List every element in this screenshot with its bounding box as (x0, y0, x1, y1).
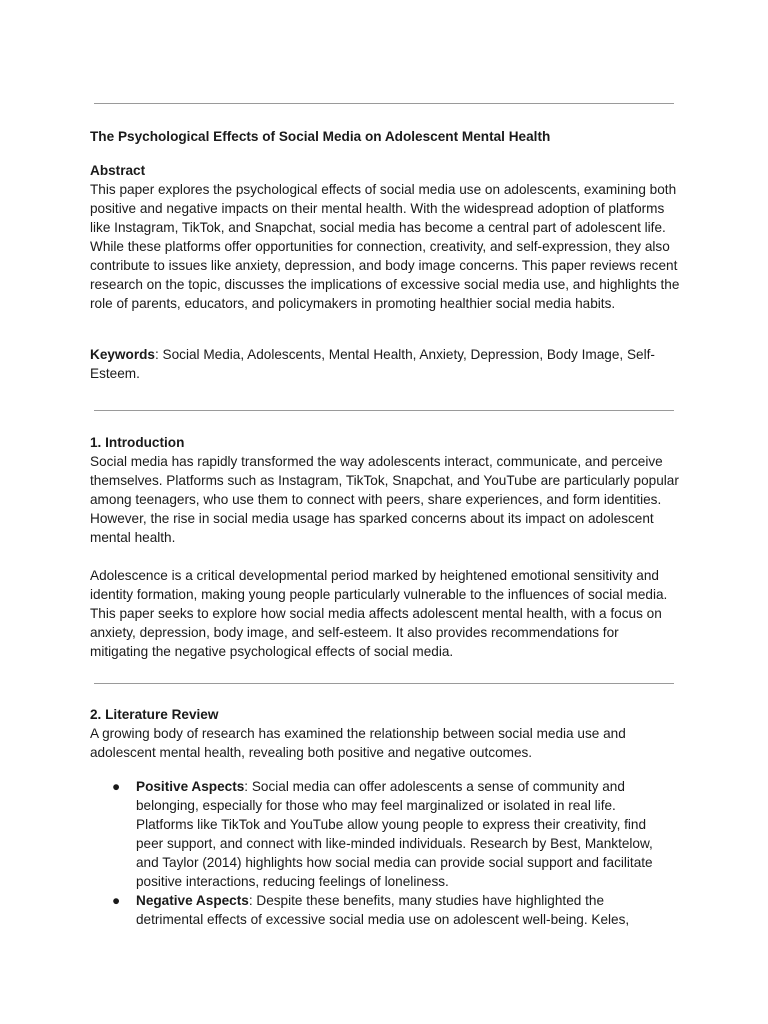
literature-review-list (90, 777, 670, 929)
keywords-section (90, 345, 680, 383)
divider (94, 683, 674, 684)
introduction-paragraph: Social media has rapidly transformed the way adolescents interact, communicate, and perceive themselves. Platforms such as Instagram, TikTok, Snapchat, and YouTube are particularly popular among teenagers, who use them to connect with peers, share experiences, and form identities. However, the rise in social media usage has sparked concerns about its impact on adolescent mental health. (90, 454, 679, 545)
list-item-label: Negative Aspects (136, 893, 249, 908)
literature-review-heading: 2. Literature Review (90, 707, 219, 722)
introduction-heading: 1. Introduction (90, 435, 185, 450)
keywords-text: : Social Media, Adolescents, Mental Health, Anxiety, Depression, Body Image, Self-Esteem. (90, 347, 655, 381)
literature-review-section (90, 705, 680, 762)
literature-review-intro: A growing body of research has examined the relationship between social media use and adolescent mental health, revealing both positive and negative outcomes. (90, 726, 626, 760)
divider (94, 103, 674, 104)
keywords-label: Keywords (90, 347, 155, 362)
keywords-line (90, 345, 680, 383)
introduction-section (90, 433, 680, 661)
bullet-icon: ● (112, 779, 121, 794)
title-block (90, 127, 680, 146)
list-item-text: : Social media can offer adolescents a sense of community and belonging, especially for those who may feel marginalized or isolated in real life. Platforms like TikTok and YouTube allow young people to express their creativity, find peer support, and connect with like-minded individuals. Research by Best, Manktelow, and Taylor (2014) highlights how social media can provide social support and facilitate positive interactions, reducing feelings of loneliness. (136, 779, 653, 889)
abstract-section (90, 161, 680, 313)
list-item-text: : Despite these benefits, many studies have highlighted the detrimental effects of excessive social media use on adolescent well-being. Keles, (136, 893, 630, 927)
list-item (90, 777, 670, 891)
divider (94, 410, 674, 411)
abstract-text: This paper explores the psychological effects of social media use on adolescents, examining both positive and negative impacts on their mental health. With the widespread adoption of platforms like Instagram, TikTok, and Snapchat, social media has become a central part of adolescent life. While these platforms offer opportunities for connection, creativity, and self-expression, they also contribute to issues like anxiety, depression, and body image concerns. This paper reviews recent research on the topic, discusses the implications of excessive social media use, and highlights the role of parents, educators, and policymakers in promoting healthier social media habits. (90, 182, 680, 311)
page-title: The Psychological Effects of Social Media on Adolescent Mental Health (90, 129, 551, 144)
abstract-heading: Abstract (90, 163, 146, 178)
bullet-icon: ● (112, 893, 121, 908)
introduction-paragraph: Adolescence is a critical developmental period marked by heightened emotional sensitivity and identity formation, making young people particularly vulnerable to the influences of social media. This paper seeks to explore how social media affects adolescent mental health, with a focus on anxiety, depression, body image, and self-esteem. It also provides recommendations for mitigating the negative psychological effects of social media. (90, 568, 668, 659)
list-item (90, 891, 670, 929)
list-item-label: Positive Aspects (136, 779, 245, 794)
